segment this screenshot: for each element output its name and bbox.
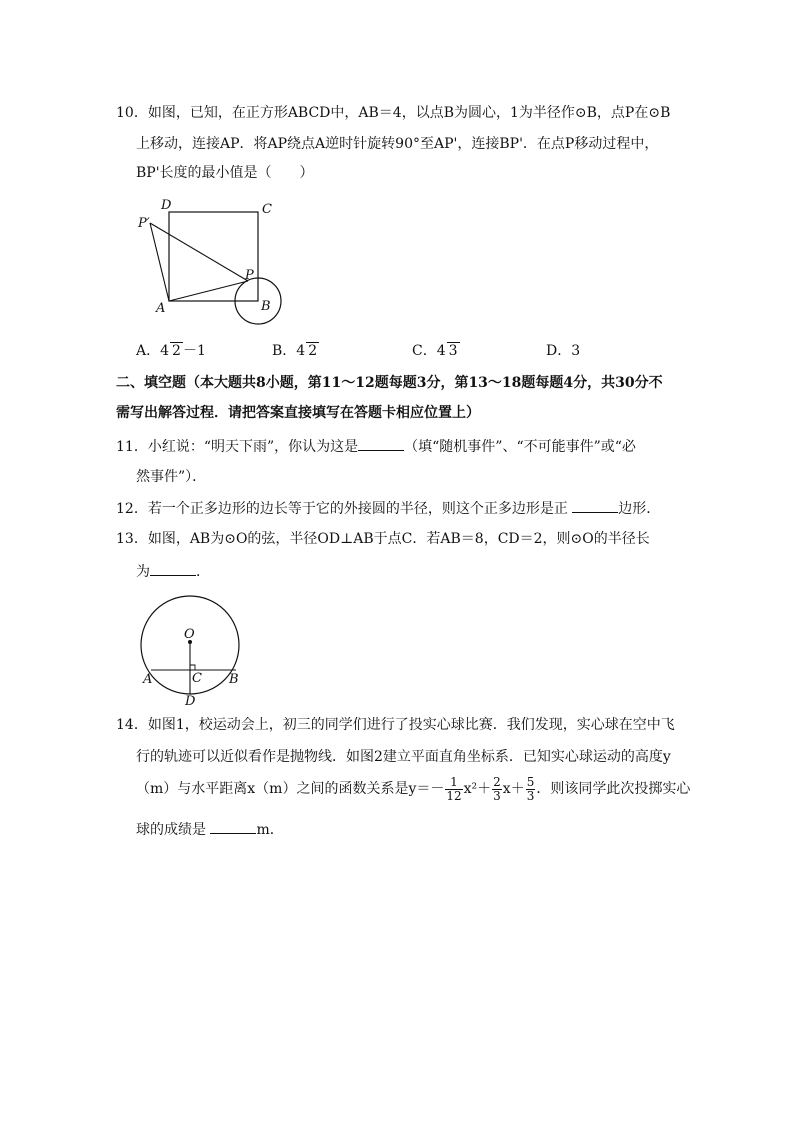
square-abcd <box>169 212 258 301</box>
q13-line-2: 为 ． <box>136 561 210 582</box>
segment-ap <box>169 281 248 301</box>
fraction-1-over-12: $\frac{1}{12}$ <box>446 774 462 803</box>
fraction-2-over-3: $\frac{2}{3}$ <box>493 774 501 803</box>
q14-line-1: 14．如图1，校运动会上，初三的同学们进行了投实心球比赛．我们发现，实心球在空中飞 <box>116 717 675 733</box>
fraction-5-over-3: $\frac{5}{3}$ <box>526 774 535 803</box>
q10-line-2: 上移动，连接AP．将AP绕点A逆时针旋转90°至AP'，连接BP'．在点P移动过程中， <box>136 136 659 152</box>
label-d: D <box>185 694 196 707</box>
right-angle-mark <box>190 665 195 670</box>
q10-option-c: C．4 3 <box>412 343 458 359</box>
q13-figure <box>135 595 250 707</box>
q13-answer-blank[interactable] <box>150 561 196 576</box>
q10-option-a: A．4 2 －1 <box>136 343 206 359</box>
label-c: C <box>192 671 202 686</box>
label-a: A <box>143 672 153 687</box>
label-a: A <box>156 301 166 316</box>
q14-answer-blank[interactable] <box>210 819 256 834</box>
q13-line-1: 13．如图，AB为⊙O的弦，半径OD⊥AB于点C．若AB＝8，CD＝2，则⊙O的半径长 <box>116 531 650 547</box>
segment-p-prime-p <box>150 223 248 281</box>
q11-answer-blank[interactable] <box>358 436 404 451</box>
label-c: C <box>262 202 272 217</box>
label-b: B <box>229 672 239 687</box>
q12-line: 12．若一个正多边形的边长等于它的外接圆的半径，则这个正多边形是正 边形． <box>116 498 660 519</box>
section-2-header-line-2: 需写出解答过程．请把答案直接填写在答题卡相应位置上） <box>116 405 480 421</box>
label-p-prime: P′ <box>138 216 150 231</box>
q10-option-d: D．3 <box>546 343 581 359</box>
q10-line-1: 10．如图，已知，在正方形ABCD中，AB＝4，以点B为圆心，1为半径作⊙B，点P在⊙B <box>116 105 671 121</box>
q11-line-1: 11．小红说：“明天下雨”，你认为这是 （填“随机事件”、“不可能事件”或“必 <box>116 436 636 457</box>
segment-ap-prime <box>150 223 169 301</box>
label-o: O <box>184 627 195 642</box>
q14-line-4: 球的成绩是 m． <box>136 819 284 840</box>
q11-line-2: 然事件”）． <box>136 469 207 485</box>
q10-figure <box>130 195 300 335</box>
label-p: P <box>245 268 254 283</box>
q10-line-3: BP'长度的最小值是（ ） <box>136 165 314 181</box>
q10-option-b: B．4 2 <box>272 343 318 359</box>
q12-answer-blank[interactable] <box>572 498 618 513</box>
label-d: D <box>161 198 172 213</box>
section-2-header-line-1: 二、填空题（本大题共8小题，第11～12题每题3分，第13～18题每题4分，共30分不 <box>116 375 663 391</box>
q14-line-3: （m）与水平距离x（m）之间的函数关系是y＝－ $\frac{1}{12}$ x²＋ $\frac{2}{3}$ x＋ $\frac{5}{3}$ ．则该同学此次投掷实心 <box>136 774 691 803</box>
label-b: B <box>261 299 271 314</box>
q14-line-2: 行的轨迹可以近似看作是抛物线．如图2建立平面直角坐标系．已知实心球运动的高度y <box>136 749 671 765</box>
